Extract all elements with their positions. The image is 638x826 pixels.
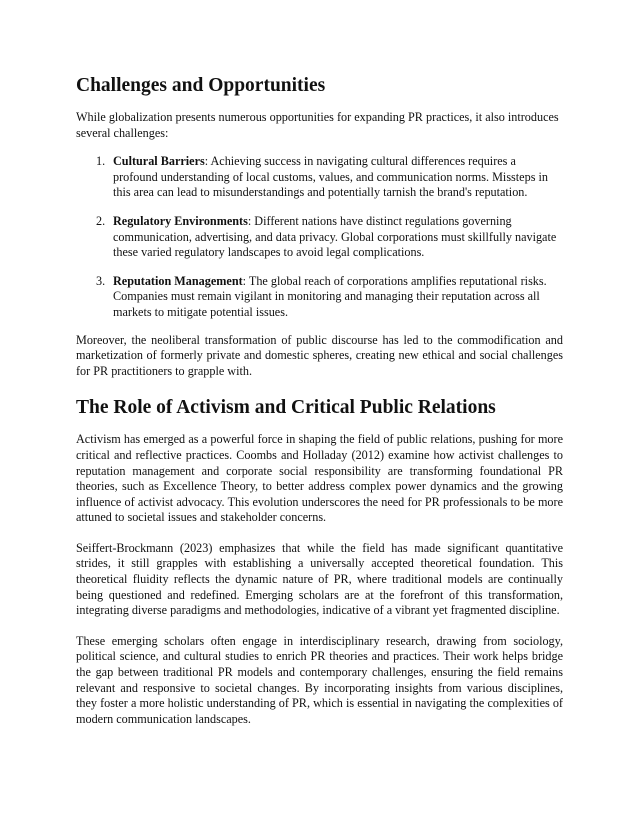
list-item-regulatory-environments bbox=[76, 214, 563, 261]
body-paragraph-emerging-scholars: These emerging scholars often engage in interdisciplinary research, drawing from sociology, political science, and cultural studies to enrich PR theories and practices. Their work helps bridge the gap between traditional PR models and contemporary challenges, ensuring the field remains relevant and responsive to societal changes. By incorporating insights from various disciplines, they foster a more holistic understanding of PR, which is essential in navigating the complexities of modern communication landscapes. bbox=[76, 633, 563, 726]
section-heading-challenges: Challenges and Opportunities bbox=[76, 75, 326, 96]
closing-paragraph: Moreover, the neoliberal transformation of public discourse has led to the commodification and marketization of formerly private and domestic spheres, creating new ethical and social challenges for PR practitioners to grapple with. bbox=[76, 332, 563, 378]
list-number: 2. bbox=[96, 213, 106, 228]
list-item-term: Reputation Management bbox=[113, 273, 243, 288]
list-item-cultural-barriers bbox=[76, 154, 563, 201]
list-item-reputation-management bbox=[76, 274, 563, 321]
list-item-text: : Different nations have distinct regulations governing communication, advertising, and data privacy. Global corporations must skillfully navigate these varied regulatory landscapes to avoid legal complications. bbox=[113, 213, 557, 260]
challenges-list bbox=[76, 154, 563, 320]
body-paragraph-activism: Activism has emerged as a powerful force in shaping the field of public relations, pushing for more critical and reflective practices. Coombs and Holladay (2012) examine how activist challenges to reputation management and corporate social responsibility are transforming foundational PR theories, such as Excellence Theory, to better address complex power dynamics and the growing influence of activist advocacy. This evolution underscores the need for PR professionals to be more attuned to societal issues and stakeholder concerns. bbox=[76, 432, 563, 525]
section-heading-activism: The Role of Activism and Critical Public Relations bbox=[76, 397, 496, 419]
list-item-term: Regulatory Environments bbox=[113, 213, 248, 228]
list-item-text: : The global reach of corporations amplifies reputational risks. Companies must remain vigilant in monitoring and managing their reputation across all markets to mitigate potential issues. bbox=[113, 273, 547, 319]
list-item-text: : Achieving success in navigating cultural differences requires a profound understanding of local customs, values, and communication norms. Missteps in this area can lead to misunderstandings and potentially tarnish the brand's reputation. bbox=[113, 154, 548, 200]
body-paragraph-seiffert-brockmann: Seiffert-Brockmann (2023) emphasizes that while the field has made significant quantitative strides, it still grapples with establishing a universally accepted theoretical foundation. This theoretical fluidity reflects the dynamic nature of PR, where traditional models are continually being questioned and redefined. Emerging scholars are at the forefront of this transformation, integrating diverse paradigms and methodologies, indicative of a vibrant yet fragmented discipline. bbox=[76, 540, 563, 618]
list-number: 1. bbox=[96, 154, 106, 169]
intro-paragraph: While globalization presents numerous opportunities for expanding PR practices, it also introduces several challenges: bbox=[76, 110, 559, 140]
list-number: 3. bbox=[96, 273, 106, 288]
document-page bbox=[76, 74, 563, 727]
list-item-term: Cultural Barriers bbox=[113, 154, 205, 169]
